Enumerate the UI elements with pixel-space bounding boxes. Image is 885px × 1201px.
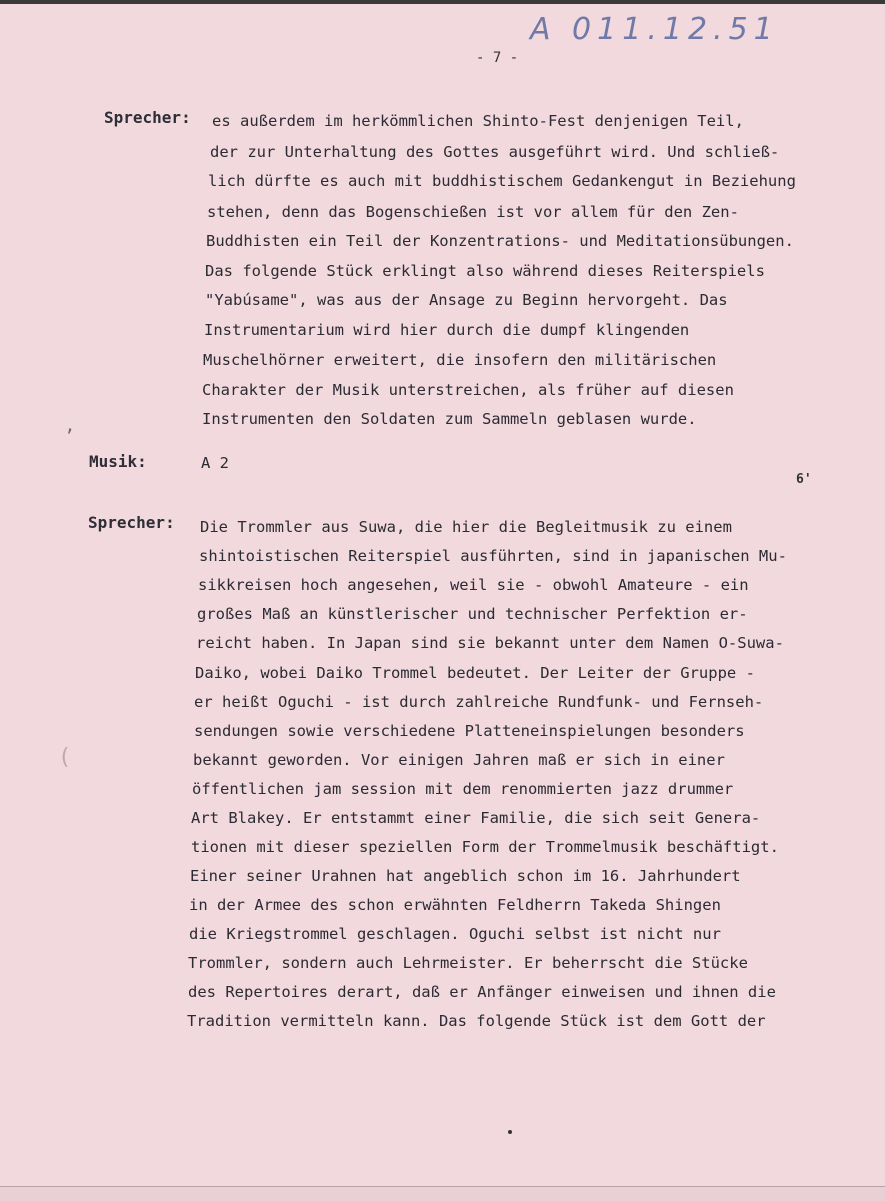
text-line: Instrumentarium wird hier durch die dumpf klingenden — [204, 321, 690, 339]
archive-stamp: A 011.12.51 — [530, 12, 779, 47]
text-line: Tradition vermitteln kann. Das folgende Stück ist dem Gott der — [187, 1012, 766, 1030]
text-line: großes Maß an künstlerischer und technischer Perfektion er- — [197, 605, 748, 623]
speaker-label: Sprecher: — [88, 513, 175, 532]
text-line: sendungen sowie verschiedene Platteneinspielungen besonders — [194, 722, 745, 740]
music-cue: A 2 — [201, 454, 229, 472]
pencil-mark: ’ — [64, 426, 75, 447]
text-line: Charakter der Musik unterstreichen, als früher auf diesen — [202, 381, 734, 399]
timing-mark: 6' — [796, 472, 812, 487]
text-line: "Yabúsame", was aus der Ansage zu Beginn hervorgeht. Das — [205, 291, 728, 309]
scan-blemish: ( — [58, 745, 72, 770]
top-edge — [0, 0, 885, 4]
speaker-label: Sprecher: — [104, 108, 191, 127]
text-line: Art Blakey. Er entstammt einer Familie, die sich seit Genera- — [191, 809, 761, 827]
text-line: stehen, denn das Bogenschießen ist vor allem für den Zen- — [207, 203, 739, 221]
text-line: die Kriegstrommel geschlagen. Oguchi selbst ist nicht nur — [189, 925, 721, 943]
text-line: der zur Unterhaltung des Gottes ausgeführt wird. Und schließ- — [210, 143, 780, 161]
text-line: shintoistischen Reiterspiel ausführten, sind in japanischen Mu- — [199, 547, 787, 565]
text-line: Muschelhörner erweitert, die insofern den militärischen — [203, 351, 717, 369]
text-line: Einer seiner Urahnen hat angeblich schon im 16. Jahrhundert — [190, 867, 741, 885]
text-line: lich dürfte es auch mit buddhistischem Gedankengut in Beziehung — [208, 172, 796, 190]
text-line: Instrumenten den Soldaten zum Sammeln geblasen wurde. — [202, 410, 697, 428]
page-number: - 7 - — [476, 50, 519, 66]
text-line: öffentlichen jam session mit dem renommierten jazz drummer — [192, 780, 734, 798]
text-line: Trommler, sondern auch Lehrmeister. Er beherrscht die Stücke — [188, 954, 748, 972]
text-line: bekannt geworden. Vor einigen Jahren maß er sich in einer — [193, 751, 725, 769]
text-line: es außerdem im herkömmlichen Shinto-Fest denjenigen Teil, — [212, 112, 744, 130]
text-line: sikkreisen hoch angesehen, weil sie - obwohl Amateure - ein — [198, 576, 749, 594]
text-line: reicht haben. In Japan sind sie bekannt unter dem Namen O-Suwa- — [196, 634, 784, 652]
text-line: Die Trommler aus Suwa, die hier die Begleitmusik zu einem — [200, 518, 732, 536]
music-label: Musik: — [89, 452, 147, 471]
text-line: tionen mit dieser speziellen Form der Trommelmusik beschäftigt. — [191, 838, 779, 856]
ink-dot — [508, 1130, 512, 1134]
text-line: Buddhisten ein Teil der Konzentrations- und Meditationsübungen. — [206, 232, 794, 250]
text-line: in der Armee des schon erwähnten Feldherrn Takeda Shingen — [189, 896, 721, 914]
text-line: des Repertoires derart, daß er Anfänger einweisen und ihnen die — [188, 983, 776, 1001]
bottom-edge — [0, 1186, 885, 1201]
text-line: Daiko, wobei Daiko Trommel bedeutet. Der Leiter der Gruppe - — [195, 664, 755, 682]
text-line: Das folgende Stück erklingt also während dieses Reiterspiels — [205, 262, 765, 280]
text-line: er heißt Oguchi - ist durch zahlreiche Rundfunk- und Fernseh- — [194, 693, 764, 711]
